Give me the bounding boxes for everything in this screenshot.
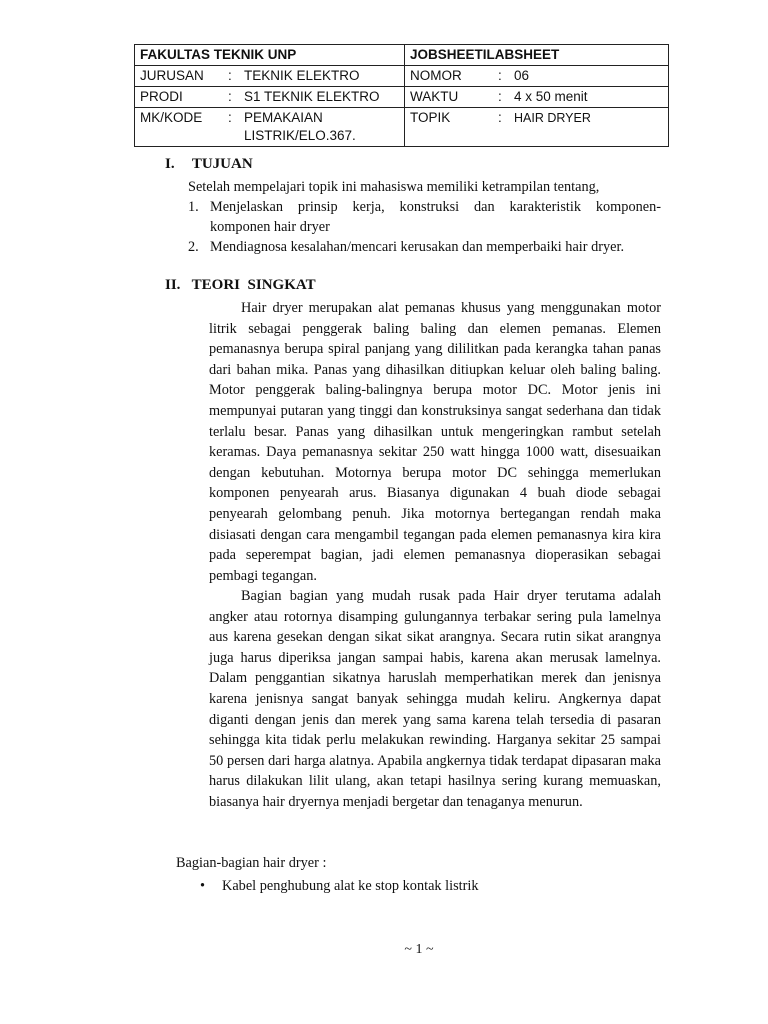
objective-1-line2: komponen hair dryer [210, 219, 330, 235]
header-table [134, 44, 669, 147]
section2-heading [165, 277, 316, 294]
jurusan-value: TEKNIK ELEKTRO [244, 68, 360, 83]
topik-sep: : [498, 110, 502, 125]
faculty-cell: FAKULTAS TEKNIK UNP [135, 45, 405, 66]
objective-item-2 [188, 237, 661, 257]
prodi-cell [135, 87, 405, 108]
mk-kode-value-line1: PEMAKAIAN [244, 110, 323, 125]
objective-2-number: 2. [188, 239, 199, 255]
objective-item-1 [188, 197, 661, 237]
mk-kode-value [244, 109, 356, 145]
waktu-cell [405, 87, 669, 108]
prodi-label: PRODI [140, 89, 183, 104]
waktu-label: WAKTU [410, 89, 459, 104]
section2-number: II. [165, 277, 181, 293]
page-number: ~ 1 ~ [404, 942, 434, 957]
mk-kode-label: MK/KODE [140, 110, 203, 125]
section2-title: TEORI SINGKAT [191, 277, 316, 293]
topik-cell [405, 108, 669, 147]
bullet-icon: • [200, 878, 206, 894]
section1-heading [165, 156, 253, 173]
prodi-sep: : [228, 89, 232, 104]
waktu-value: 4 x 50 menit [514, 89, 588, 104]
parts-item-text: Kabel penghubung alat ke stop kontak listrik [222, 878, 479, 894]
jurusan-label: JURUSAN [140, 68, 204, 83]
objective-1-line1: Menjelaskan prinsip kerja, konstruksi dan karakteristik komponen- [210, 199, 661, 215]
mk-kode-cell [135, 108, 405, 147]
jurusan-sep: : [228, 68, 232, 83]
mk-kode-value-line2: LISTRIK/ELO.367. [244, 128, 356, 143]
theory-paragraph-1: Hair dryer merupakan alat pemanas khusus yang menggunakan motor litrik sebagai penggerak baling baling dan elemen pemanas. Elemen pemanasnya berupa spiral panjang yang dililitkan pada kerangka tahan panas dari bahan mika. Panas yang dihasilkan ditiupkan keluar oleh baling baling. Motor penggerak baling-balingnya berupa motor DC. Motor jenis ini mempunyai putaran yang tinggi dan konstruksinya sangat sederhana dan tidak terlalu besar. Panas yang dihasilkan untuk mengeringkan rambut setelah keramas. Daya pemanasnya sekitar 250 watt hingga 1000 watt, disesuaikan dengan kebutuhan. Motornya berupa motor DC sehingga memerlukan komponen penyearah arus. Biasanya digunakan 4 buah diode sebagai penyearah gelombang penuh. Jika motornya bertegangan rendah maka disiasati dengan cara mengambil tegangan pada elemen pemanasnya kira kira pada seperempat bagian, jadi elemen pemanasnya dioperasikan sebagai pembagi tegangan. [209, 300, 661, 584]
section1-number: I. [165, 156, 175, 172]
topik-label: TOPIK [410, 110, 451, 125]
theory-paragraph-2: Bagian bagian yang mudah rusak pada Hair dryer terutama adalah angker atau rotornya disamping gulungannya terbakar sering pula lamelnya aus karena gesekan dengan sikat sikat arangnya. Secara rutin sikat arangnya juga harus diperiksa jangan sampai habis, karena akan merusak lamelnya. Dalam penggantian sikatnya haruslah memperhatikan merek dan jenisnya karena jenisnya sangat banyak sehingga mudah keliru. Angkernya dapat diganti dengan jenis dan merek yang sama karena telah tersedia di pasaran sehingga kita tidak perlu melakukan rewinding. Harganya sekitar 25 sampai 50 persen dari harga alatnya. Apabila angkernya tidak terdapat dipasaran maka harus dilakukan lilit ulang, akan tetapi hasilnya sering kurang memuaskan, biasanya hair dryernya menjadi bergetar dan tenaganya menurun. [209, 588, 661, 810]
jurusan-cell [135, 66, 405, 87]
objective-2-line1: Mendiagnosa kesalahan/mencari kerusakan dan memperbaiki hair dryer. [210, 239, 625, 255]
section1-title: TUJUAN [191, 156, 253, 172]
objective-1-number: 1. [188, 199, 199, 215]
mk-kode-sep: : [228, 110, 232, 125]
waktu-sep: : [498, 89, 502, 104]
nomor-label: NOMOR [410, 68, 462, 83]
nomor-value: 06 [514, 68, 530, 83]
jobsheet-cell: JOBSHEETILABSHEET [405, 45, 669, 66]
nomor-sep: : [498, 68, 502, 83]
parts-heading: Bagian-bagian hair dryer : [176, 855, 327, 871]
nomor-cell [405, 66, 669, 87]
topik-value: HAIR DRYER [514, 111, 591, 125]
prodi-value: S1 TEKNIK ELEKTRO [244, 89, 380, 104]
section1-intro: Setelah mempelajari topik ini mahasiswa memiliki ketrampilan tentang, [188, 179, 600, 195]
